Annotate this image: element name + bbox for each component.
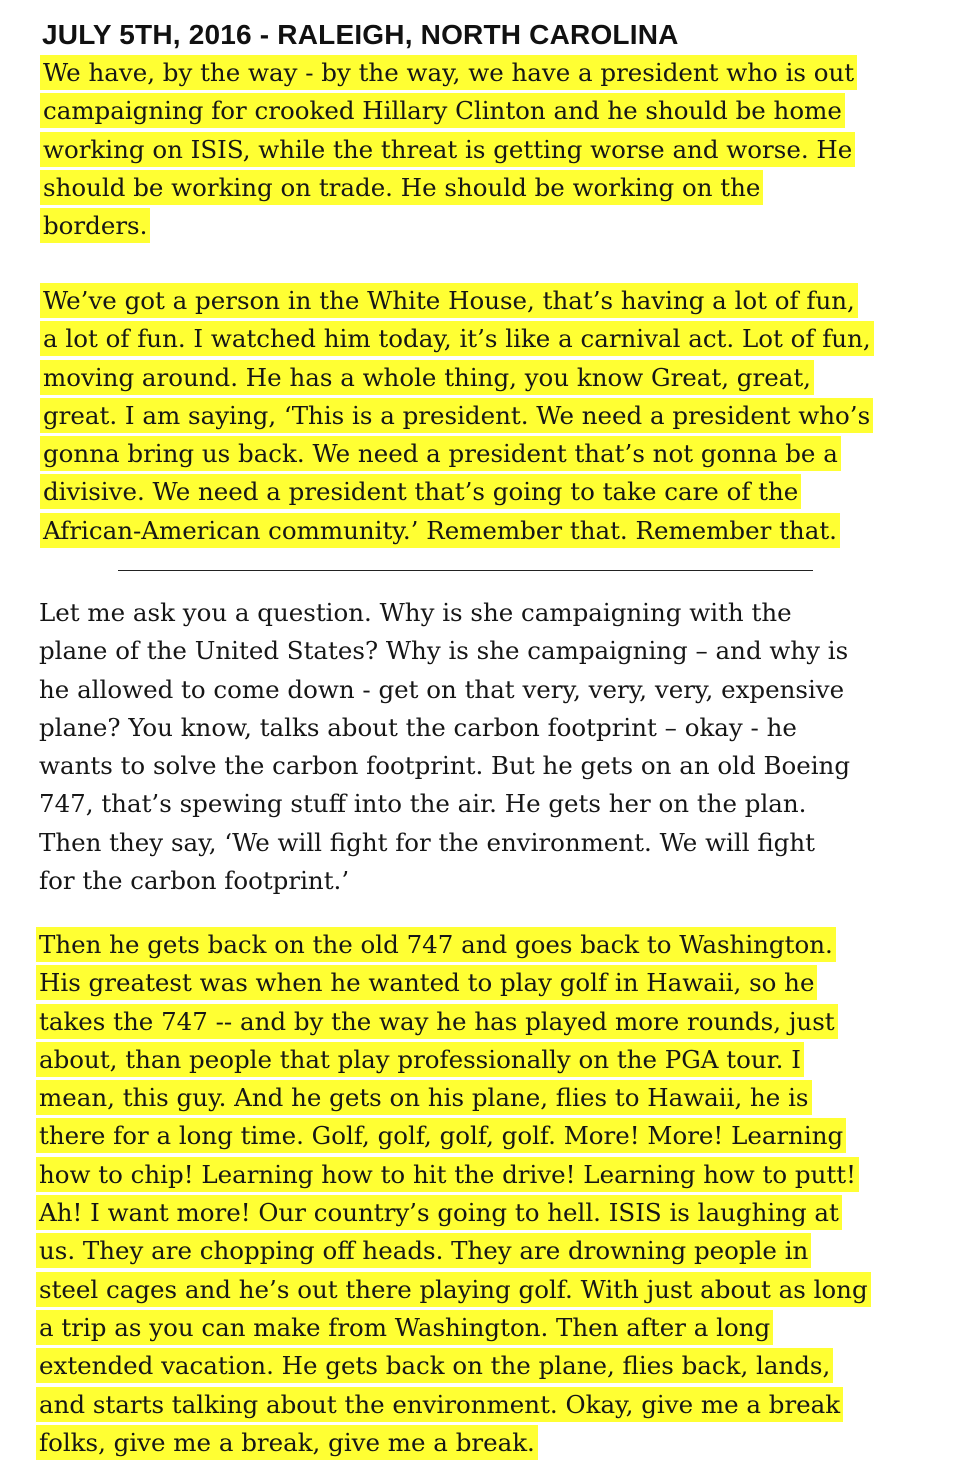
text-line	[36, 1194, 871, 1232]
text-line	[36, 785, 853, 823]
highlighted-text: We’ve got a person in the White House, that’s having a lot of fun,	[40, 283, 858, 318]
highlighted-text: us. They are chopping off heads. They are drowning people in	[36, 1233, 811, 1268]
body-text: 747, that’s spewing stuff into the air. He gets her on the plan.	[39, 789, 807, 819]
horizontal-divider	[118, 570, 813, 571]
highlighted-text: steel cages and he’s out there playing golf. With just about as long	[36, 1272, 871, 1307]
highlighted-text: borders.	[40, 208, 150, 243]
paragraph-2	[40, 282, 874, 550]
highlighted-text: great. I am saying, ‘This is a president. We need a president who’s	[40, 398, 873, 433]
highlighted-text: moving around. He has a whole thing, you know Great, great,	[40, 360, 814, 395]
text-line	[36, 1041, 871, 1079]
highlighted-text: We have, by the way - by the way, we have a president who is out	[40, 55, 857, 90]
highlighted-text: campaigning for crooked Hillary Clinton and he should be home	[40, 93, 845, 128]
text-line	[36, 1232, 871, 1270]
text-line	[36, 671, 853, 709]
body-text: he allowed to come down - get on that very, very, very, expensive	[39, 674, 845, 704]
highlighted-text: Ah! I want more! Our country’s going to hell. ISIS is laughing at	[36, 1195, 842, 1230]
highlighted-text: Then he gets back on the old 747 and goes back to Washington.	[36, 927, 836, 962]
highlighted-text: how to chip! Learning how to hit the drive! Learning how to putt!	[36, 1157, 859, 1192]
highlighted-text: a lot of fun. I watched him today, it’s like a carnival act. Lot of fun,	[40, 321, 874, 356]
highlighted-text: a trip as you can make from Washington. Then after a long	[36, 1310, 773, 1345]
body-text: for the carbon footprint.’	[39, 866, 350, 896]
paragraph-1	[40, 54, 857, 245]
highlighted-text: extended vacation. He gets back on the plane, flies back, lands,	[36, 1348, 833, 1383]
text-line	[40, 397, 874, 435]
text-line	[40, 512, 874, 550]
text-line	[36, 1347, 871, 1385]
text-line	[36, 824, 853, 862]
highlighted-text: gonna bring us back. We need a president that’s not gonna be a	[40, 436, 841, 471]
body-text: Let me ask you a question. Why is she campaigning with the	[39, 598, 792, 627]
text-line	[36, 747, 853, 785]
highlighted-text: African-American community.’ Remember that. Remember that.	[40, 513, 840, 548]
highlighted-text: folks, give me a break, give me a break.	[36, 1425, 538, 1460]
text-line	[40, 320, 874, 358]
highlighted-text: divisive. We need a president that’s going to take care of the	[40, 474, 801, 509]
body-text: plane of the United States? Why is she campaigning – and why is	[39, 636, 849, 666]
highlighted-text: takes the 747 -- and by the way he has played more rounds, just	[36, 1004, 838, 1039]
text-line	[40, 473, 874, 511]
text-line	[40, 92, 857, 130]
text-line	[36, 964, 871, 1002]
document-heading: JULY 5TH, 2016 - RALEIGH, NORTH CAROLINA	[42, 19, 679, 50]
text-line	[40, 359, 874, 397]
paragraph-4	[36, 926, 871, 1462]
text-line	[36, 1309, 871, 1347]
highlighted-text: His greatest was when he wanted to play golf in Hawaii, so he	[36, 965, 817, 1000]
text-line	[40, 54, 857, 92]
text-line	[36, 1003, 871, 1041]
highlighted-text: should be working on trade. He should be working on the	[40, 170, 763, 205]
text-line	[40, 169, 857, 207]
text-line	[40, 435, 874, 473]
text-line	[36, 632, 853, 670]
body-text: plane? You know, talks about the carbon footprint – okay - he	[39, 712, 797, 742]
text-line	[36, 926, 871, 964]
paragraph-3	[36, 594, 853, 900]
text-line	[36, 1424, 871, 1462]
highlighted-text: there for a long time. Golf, golf, golf, golf. More! More! Learning	[36, 1118, 846, 1153]
text-line	[36, 1156, 871, 1194]
text-line	[36, 1117, 871, 1155]
text-line	[40, 207, 857, 245]
body-text: Then they say, ‘We will fight for the environment. We will fight	[39, 827, 815, 857]
highlighted-text: and starts talking about the environment. Okay, give me a break	[36, 1387, 843, 1422]
highlighted-text: working on ISIS, while the threat is getting worse and worse. He	[40, 132, 855, 167]
highlighted-text: mean, this guy. And he gets on his plane, flies to Hawaii, he is	[36, 1080, 812, 1115]
text-line	[36, 1079, 871, 1117]
highlighted-text: about, than people that play professionally on the PGA tour. I	[36, 1042, 804, 1077]
text-line	[36, 594, 853, 632]
body-text: wants to solve the carbon footprint. But he gets on an old Boeing	[39, 751, 851, 781]
text-line	[36, 862, 853, 900]
text-line	[36, 1386, 871, 1424]
text-line	[40, 282, 874, 320]
text-line	[36, 1271, 871, 1309]
text-line	[36, 709, 853, 747]
text-line	[40, 131, 857, 169]
